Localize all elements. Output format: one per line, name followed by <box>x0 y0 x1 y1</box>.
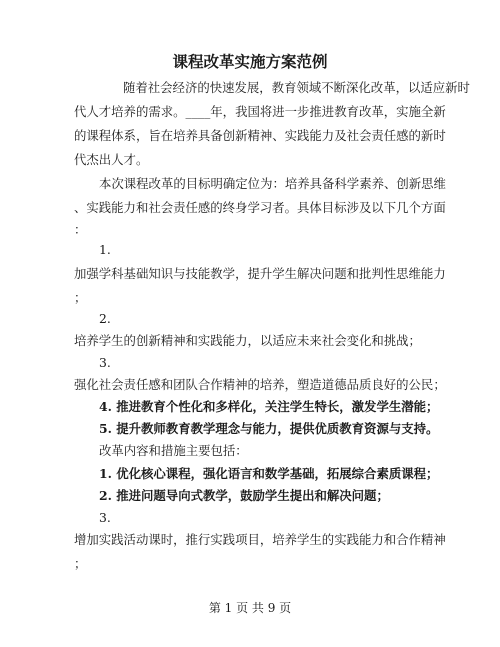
goal-3-text: 强化社会责任感和团队合作精神的培养，塑造道德品质良好的公民； <box>74 377 446 392</box>
goal-2-number: 2. <box>99 311 111 326</box>
goal-3-number: 3. <box>99 355 111 370</box>
goals-intro-line-1: 本次课程改革的目标明确定位为：培养具备科学素养、创新思维 <box>99 176 446 191</box>
goals-intro-line-3: ： <box>74 222 87 237</box>
intro-line-4: 代杰出人才。 <box>74 152 149 167</box>
measure-3-tail: ； <box>74 556 87 571</box>
page-footer: 第 1 页 共 9 页 <box>208 601 292 615</box>
goal-4: 4. 推进教育个性化和多样化，关注学生特长，激发学生潜能； <box>99 399 439 414</box>
goal-1-text: 加强学科基础知识与技能教学，提升学生解决问题和批判性思维能力 <box>74 266 446 281</box>
goal-5: 5. 提升教师教育教学理念与能力，提供优质教育资源与支持。 <box>99 421 439 436</box>
goal-2-text: 培养学生的创新精神和实践能力，以适应未来社会变化和挑战； <box>74 333 421 348</box>
goals-intro-line-2: 、实践能力和社会责任感的终身学习者。具体目标涉及以下几个方面 <box>74 200 446 215</box>
measures-intro: 改革内容和措施主要包括： <box>99 443 248 458</box>
goal-1-tail: ； <box>74 290 87 305</box>
measure-3-number: 3. <box>99 510 111 525</box>
measure-3-text: 增加实践活动课时，推行实践项目，培养学生的实践能力和合作精神 <box>74 532 446 547</box>
intro-line-2: 代人才培养的需求。____年，我国将进一步推进教育改革，实施全新 <box>74 104 446 119</box>
goal-1-number: 1. <box>99 242 111 257</box>
intro-line-3: 的课程体系，旨在培养具备创新精神、实践能力及社会责任感的新时 <box>74 128 446 143</box>
measure-2: 2. 推进问题导向式教学，鼓励学生提出和解决问题； <box>99 488 389 503</box>
intro-line-1: 随着社会经济的快速发展，教育领域不断深化改革，以适应新时 <box>123 80 470 95</box>
measure-1: 1. 优化核心课程，强化语言和数学基础，拓展综合素质课程； <box>99 466 439 481</box>
page-title: 课程改革实施方案范例 <box>172 52 328 71</box>
